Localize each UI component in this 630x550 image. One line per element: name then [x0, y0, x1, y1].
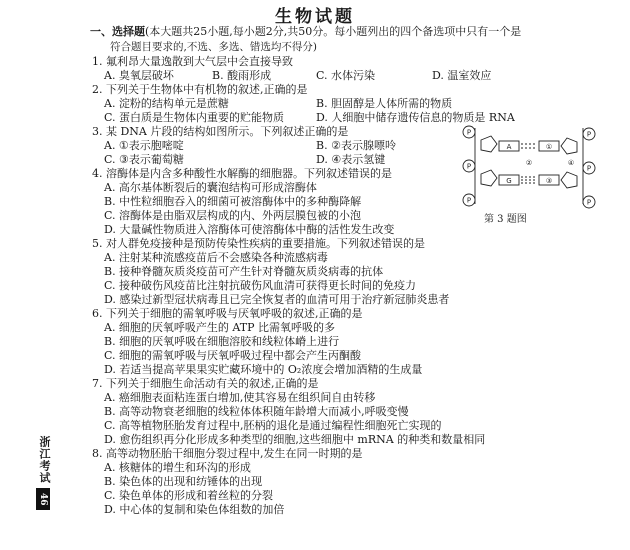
- q3-option-c: C. ③表示葡萄糖: [104, 153, 184, 166]
- q7-option-b: B. 高等动物衰老细胞的线粒体体积随年龄增大而减小,呼吸变慢: [104, 405, 409, 418]
- q1-option-a: A. 臭氧层破坏: [104, 69, 174, 82]
- q6-option-d: D. 若适当提高苹果果实贮藏环境中的 O₂浓度会增加酒精的生成量: [104, 363, 423, 376]
- q2-stem: 2. 下列关于生物体中有机物的叙述,正确的是: [92, 83, 308, 96]
- sugar-pentagon: [561, 138, 577, 154]
- dna-structure-figure: [453, 120, 605, 232]
- phosphate-label: P: [466, 128, 472, 137]
- page-title: 生物试题: [275, 7, 355, 27]
- sugar-pentagon: [561, 172, 577, 188]
- q7-option-d: D. 愈伤组织再分化形成多种类型的细胞,这些细胞中 mRNA 的种类和数量相同: [104, 433, 486, 446]
- base-label-1: ①: [545, 143, 553, 151]
- phosphate-label: P: [586, 130, 592, 139]
- q8-option-d: D. 中心体的复制和染色体组数的加倍: [104, 503, 285, 516]
- q5-option-a: A. 注射某种流感疫苗后不会感染各种流感病毒: [104, 251, 328, 264]
- q8-option-c: C. 染色单体的形成和着丝粒的分裂: [104, 489, 274, 502]
- q8-option-b: B. 染色体的出现和纺锤体的出现: [104, 475, 263, 488]
- q8-option-a: A. 核糖体的增生和环沟的形成: [104, 461, 251, 474]
- q4-stem: 4. 溶酶体是内含多种酸性水解酶的细胞器。下列叙述错误的是: [92, 167, 392, 180]
- sugar-label-4: ④: [567, 159, 575, 167]
- section-instruction-1: (本大题共25小题,每小题2分,共50分。每小题列出的四个备选项中只有一个是: [145, 25, 522, 38]
- section-instruction-2: 符合题目要求的,不选、多选、错选均不得分): [110, 41, 317, 53]
- q5-stem: 5. 对人群免疫接种是预防传染性疾病的重要措施。下列叙述错误的是: [92, 237, 425, 250]
- phosphate-label: P: [466, 196, 472, 205]
- q3-stem: 3. 某 DNA 片段的结构如图所示。下列叙述正确的是: [92, 125, 349, 138]
- q7-option-c: C. 高等植物胚胎发育过程中,胚柄的退化是通过编程性细胞死亡实现的: [104, 419, 442, 432]
- q1-option-c: C. 水体污染: [316, 69, 376, 82]
- sugar-pentagon: [481, 170, 497, 186]
- base-label-a: A: [506, 143, 512, 151]
- side-margin-label: 浙江考试: [38, 436, 51, 484]
- q8-stem: 8. 高等动物胚胎干细胞分裂过程中,发生在同一时期的是: [92, 447, 363, 460]
- q3-option-b: B. ②表示腺嘌呤: [316, 139, 396, 152]
- base-label-3: ③: [545, 177, 553, 185]
- page-number: 46: [36, 488, 50, 510]
- q6-option-c: C. 细胞的需氧呼吸与厌氧呼吸过程中都会产生丙酮酸: [104, 349, 362, 362]
- q2-option-c: C. 蛋白质是生物体内重要的贮能物质: [104, 111, 285, 124]
- q4-option-d: D. 大量碱性物质进入溶酶体可使溶酶体中酶的活性发生改变: [104, 223, 395, 236]
- q5-option-d: D. 感染过新型冠状病毒且已完全恢复者的血清可用于治疗新冠肺炎患者: [104, 293, 450, 306]
- q7-option-a: A. 癌细胞表面粘连蛋白增加,使其容易在组织间自由转移: [104, 391, 376, 404]
- q3-option-d: D. ④表示氢键: [316, 153, 386, 166]
- q2-option-d: D. 人细胞中储存遗传信息的物质是 RNA: [316, 111, 515, 124]
- q1-stem: 1. 氟利昂大量逸散到大气层中会直接导致: [92, 55, 293, 68]
- q1-option-b: B. 酸雨形成: [212, 69, 272, 82]
- q1-option-d: D. 温室效应: [432, 69, 492, 82]
- q2-option-a: A. 淀粉的结构单元是蔗糖: [104, 97, 229, 110]
- q3-option-a: A. ①表示胞嘧啶: [104, 139, 184, 152]
- q2-option-b: B. 胆固醇是人体所需的物质: [316, 97, 453, 110]
- q6-stem: 6. 下列关于细胞的需氧呼吸与厌氧呼吸的叙述,正确的是: [92, 307, 363, 320]
- base-label-g: G: [506, 177, 512, 185]
- sugar-pentagon: [481, 136, 497, 152]
- phosphate-label: P: [466, 162, 472, 171]
- q4-option-c: C. 溶酶体是由脂双层构成的内、外两层膜包被的小泡: [104, 209, 362, 222]
- q6-option-b: B. 细胞的厌氧呼吸在细胞溶胶和线粒体嵴上进行: [104, 335, 340, 348]
- q7-stem: 7. 下列关于细胞生命活动有关的叙述,正确的是: [92, 377, 319, 390]
- q3-figure-caption: 第 3 题图: [484, 214, 527, 225]
- q5-option-c: C. 接种破伤风疫苗比注射抗破伤风血清可获得更长时间的免疫力: [104, 279, 417, 292]
- q4-option-b: B. 中性粒细胞吞入的细菌可被溶酶体中的多种酶降解: [104, 195, 362, 208]
- phosphate-label: P: [586, 164, 592, 173]
- q6-option-a: A. 细胞的厌氧呼吸产生的 ATP 比需氧呼吸的多: [104, 321, 336, 334]
- bond-label-2: ②: [525, 159, 533, 167]
- q5-option-b: B. 接种脊髓灰质炎疫苗可产生针对脊髓灰质炎病毒的抗体: [104, 265, 384, 278]
- section-instruction-line-1: [90, 25, 521, 39]
- section-heading: 一、选择题: [90, 25, 145, 38]
- q4-option-a: A. 高尔基体断裂后的囊泡结构可形成溶酶体: [104, 181, 317, 194]
- phosphate-label: P: [586, 198, 592, 207]
